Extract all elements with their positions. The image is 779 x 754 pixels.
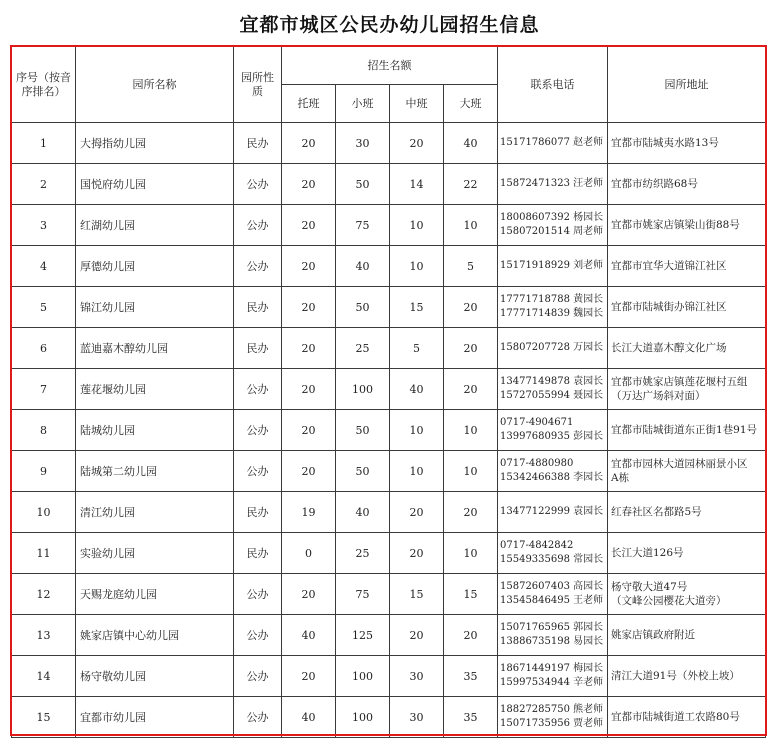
header-name: 园所名称: [76, 47, 234, 123]
quota-tuoban: 20: [282, 328, 336, 369]
row-number: 12: [12, 574, 76, 615]
page-title: 宜都市城区公民办幼儿园招生信息: [239, 14, 540, 36]
kindergarten-name: 大拇指幼儿园: [76, 123, 234, 164]
phone-line: 15997534944 辛老师: [500, 677, 604, 688]
header-address: 园所地址: [608, 47, 766, 123]
row-number: 10: [12, 492, 76, 533]
address-line: 宜都市陆城夷水路13号: [611, 137, 719, 149]
address-line: 长江大道嘉木醇文化广场: [611, 342, 727, 354]
quota-zhongban: 30: [390, 656, 444, 697]
quota-zhongban: 10: [390, 410, 444, 451]
phone-line: 13545846495 王老师: [500, 595, 604, 606]
quota-zhongban: 20: [390, 533, 444, 574]
phone-line: 15342466388 李园长: [500, 472, 604, 483]
quota-daban: 10: [444, 533, 498, 574]
row-number: 2: [12, 164, 76, 205]
quota-xiaoban: 50: [336, 451, 390, 492]
row-number: 3: [12, 205, 76, 246]
quota-tuoban: 20: [282, 410, 336, 451]
quota-daban: 20: [444, 287, 498, 328]
phone-line: 13886735198 易园长: [500, 636, 604, 647]
quota-daban: 20: [444, 369, 498, 410]
row-number: 7: [12, 369, 76, 410]
phone-line: 15171918929 刘老师: [500, 260, 604, 271]
quota-xiaoban: 100: [336, 656, 390, 697]
row-number: 11: [12, 533, 76, 574]
phone-line: 13477122999 袁园长: [500, 506, 604, 517]
quota-xiaoban: 40: [336, 246, 390, 287]
address-line: 宜都市宜华大道锦江社区: [611, 260, 727, 272]
quota-zhongban: 10: [390, 451, 444, 492]
phone-line: 17771718788 黄园长: [500, 294, 604, 305]
kindergarten-name: 莲花堰幼儿园: [76, 369, 234, 410]
row-number: 1: [12, 123, 76, 164]
address-line: 宜都市姚家店镇莲花堰村五组: [611, 376, 748, 388]
phone-line: 15171786077 赵老师: [500, 137, 604, 148]
phone-line: 13477149878 袁园长: [500, 376, 604, 387]
quota-xiaoban: 100: [336, 369, 390, 410]
quota-xiaoban: 75: [336, 205, 390, 246]
quota-zhongban: 20: [390, 492, 444, 533]
kindergarten-name: 陆城幼儿园: [76, 410, 234, 451]
address-line: 宜都市园林大道园林丽景小区: [611, 458, 748, 470]
quota-tuoban: 20: [282, 287, 336, 328]
kindergarten-name: 实验幼儿园: [76, 533, 234, 574]
kindergarten-type: 民办: [234, 533, 282, 574]
quota-daban: 35: [444, 656, 498, 697]
header-tuoban: 托班: [282, 85, 336, 123]
address-line: 宜都市姚家店镇梁山街88号: [611, 219, 740, 231]
quota-daban: 15: [444, 574, 498, 615]
kindergarten-type: 公办: [234, 451, 282, 492]
phone-line: 15872471323 汪老师: [500, 178, 604, 189]
kindergarten-type: 公办: [234, 205, 282, 246]
row-number: 8: [12, 410, 76, 451]
highlight-frame: [10, 45, 767, 736]
quota-daban: 20: [444, 615, 498, 656]
phone-line: 18671449197 梅园长: [500, 663, 604, 674]
kindergarten-type: 公办: [234, 574, 282, 615]
row-number: 14: [12, 656, 76, 697]
quota-tuoban: 20: [282, 451, 336, 492]
quota-zhongban: 5: [390, 328, 444, 369]
header-zhongban: 中班: [390, 85, 444, 123]
kindergarten-name: 天赐龙庭幼儿园: [76, 574, 234, 615]
quota-tuoban: 40: [282, 615, 336, 656]
quota-tuoban: 20: [282, 574, 336, 615]
row-number: 4: [12, 246, 76, 287]
phone-line: 15807207728 万园长: [500, 342, 604, 353]
quota-zhongban: 10: [390, 246, 444, 287]
row-number: 13: [12, 615, 76, 656]
kindergarten-type: 民办: [234, 328, 282, 369]
row-number: 5: [12, 287, 76, 328]
kindergarten-type: 公办: [234, 410, 282, 451]
kindergarten-type: 公办: [234, 369, 282, 410]
quota-tuoban: 20: [282, 246, 336, 287]
phone-line: 15549335698 常园长: [500, 554, 604, 565]
quota-zhongban: 15: [390, 574, 444, 615]
phone-line: 0717-4880980: [500, 458, 574, 469]
phone-line: 15071765965 郭园长: [500, 622, 604, 633]
quota-xiaoban: 50: [336, 287, 390, 328]
quota-daban: 10: [444, 410, 498, 451]
quota-tuoban: 20: [282, 656, 336, 697]
quota-daban: 5: [444, 246, 498, 287]
kindergarten-type: 民办: [234, 287, 282, 328]
quota-tuoban: 20: [282, 205, 336, 246]
quota-xiaoban: 25: [336, 328, 390, 369]
header-daban: 大班: [444, 85, 498, 123]
quota-xiaoban: 50: [336, 410, 390, 451]
quota-zhongban: 20: [390, 615, 444, 656]
header-xiaoban: 小班: [336, 85, 390, 123]
phone-line: 0717-4904671: [500, 417, 574, 428]
quota-tuoban: 0: [282, 533, 336, 574]
quota-zhongban: 20: [390, 123, 444, 164]
quota-zhongban: 30: [390, 697, 444, 738]
quota-tuoban: 40: [282, 697, 336, 738]
address-line: 红春社区名都路5号: [611, 506, 702, 518]
phone-line: 0717-4842842: [500, 540, 574, 551]
row-number: 9: [12, 451, 76, 492]
kindergarten-name: 姚家店镇中心幼儿园: [76, 615, 234, 656]
address-line: 姚家店镇政府附近: [611, 629, 695, 641]
row-number: 6: [12, 328, 76, 369]
kindergarten-name: 国悦府幼儿园: [76, 164, 234, 205]
quota-zhongban: 14: [390, 164, 444, 205]
quota-daban: 22: [444, 164, 498, 205]
address-line: 宜都市陆城街办锦江社区: [611, 301, 727, 313]
quota-zhongban: 15: [390, 287, 444, 328]
kindergarten-type: 公办: [234, 164, 282, 205]
quota-daban: 10: [444, 205, 498, 246]
kindergarten-type: 公办: [234, 615, 282, 656]
phone-line: 18008607392 杨园长: [500, 212, 604, 223]
kindergarten-name: 蓝迪嘉木醇幼儿园: [76, 328, 234, 369]
header-quota: 招生名额: [282, 47, 498, 85]
quota-xiaoban: 75: [336, 574, 390, 615]
phone-line: 17771714839 魏园长: [500, 308, 604, 319]
quota-xiaoban: 30: [336, 123, 390, 164]
address-line: 杨守敬大道47号: [611, 581, 688, 593]
phone-line: 15872607403 高园长: [500, 581, 604, 592]
quota-xiaoban: 40: [336, 492, 390, 533]
quota-daban: 35: [444, 697, 498, 738]
phone-line: 15071735956 贾老师: [500, 718, 604, 729]
kindergarten-type: 公办: [234, 246, 282, 287]
quota-daban: 20: [444, 328, 498, 369]
kindergarten-name: 厚德幼儿园: [76, 246, 234, 287]
kindergarten-name: 红湖幼儿园: [76, 205, 234, 246]
quota-tuoban: 20: [282, 123, 336, 164]
quota-zhongban: 40: [390, 369, 444, 410]
kindergarten-type: 公办: [234, 697, 282, 738]
header-type: 园所性质: [234, 47, 282, 123]
kindergarten-name: 锦江幼儿园: [76, 287, 234, 328]
quota-tuoban: 20: [282, 164, 336, 205]
quota-tuoban: 20: [282, 369, 336, 410]
header-seq: 序号（按音序排名）: [12, 47, 76, 123]
header-phone: 联系电话: [498, 47, 608, 123]
phone-line: 13997680935 彭园长: [500, 431, 604, 442]
quota-zhongban: 10: [390, 205, 444, 246]
quota-xiaoban: 100: [336, 697, 390, 738]
kindergarten-name: 宜都市幼儿园: [76, 697, 234, 738]
phone-line: 15727055994 聂园长: [500, 390, 604, 401]
quota-tuoban: 19: [282, 492, 336, 533]
address-line: 清江大道91号（外校上坡）: [611, 670, 740, 682]
kindergarten-type: 民办: [234, 492, 282, 533]
kindergarten-name: 杨守敬幼儿园: [76, 656, 234, 697]
quota-xiaoban: 50: [336, 164, 390, 205]
quota-daban: 40: [444, 123, 498, 164]
quota-xiaoban: 25: [336, 533, 390, 574]
quota-daban: 10: [444, 451, 498, 492]
kindergarten-type: 公办: [234, 656, 282, 697]
kindergarten-type: 民办: [234, 123, 282, 164]
address-line: 宜都市陆城街道东正街1巷91号: [611, 424, 758, 436]
phone-line: 18827285750 熊老师: [500, 704, 604, 715]
address-line: （文峰公园樱花大道旁）: [611, 595, 727, 607]
kindergarten-name: 清江幼儿园: [76, 492, 234, 533]
address-line: 宜都市陆城街道工农路80号: [611, 711, 740, 723]
row-number: 15: [12, 697, 76, 738]
address-line: （万达广场斜对面）: [611, 390, 706, 402]
phone-line: 15807201514 周老师: [500, 226, 604, 237]
address-line: 长江大道126号: [611, 547, 684, 559]
address-line: A栋: [611, 472, 630, 484]
kindergarten-name: 陆城第二幼儿园: [76, 451, 234, 492]
address-line: 宜都市纺织路68号: [611, 178, 698, 190]
quota-daban: 20: [444, 492, 498, 533]
quota-xiaoban: 125: [336, 615, 390, 656]
